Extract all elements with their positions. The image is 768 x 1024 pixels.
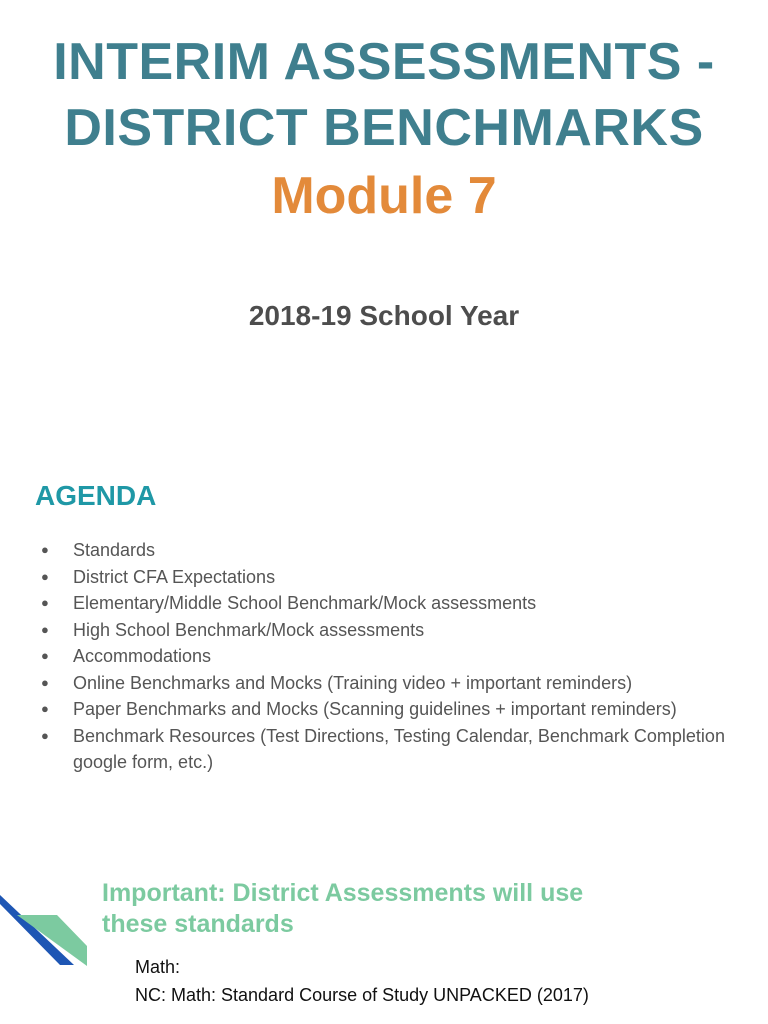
list-item [40, 670, 740, 697]
bullet-icon: ● [41, 701, 49, 716]
list-item-text: District CFA Expectations [73, 566, 276, 587]
list-item [40, 723, 740, 776]
list-item-text: Benchmark Resources (Test Directions, Testing Calendar, Benchmark Completion google form, etc.) [73, 725, 725, 772]
math-standard-text: NC: Math: Standard Course of Study UNPACKED (2017) [135, 985, 589, 1005]
page-title-line-2: DISTRICT BENCHMARKS [64, 99, 704, 157]
important-heading-line-1: Important: District Assessments will use [102, 879, 584, 907]
bullet-icon: ● [41, 595, 49, 610]
bullet-icon: ● [41, 674, 49, 690]
important-heading-line-2: these standards [102, 910, 294, 938]
module-subtitle: Module 7 [271, 167, 497, 225]
page-title-line-1: INTERIM ASSESSMENTS - [53, 33, 715, 91]
list-item [40, 564, 740, 591]
bullet-icon: ● [41, 542, 49, 557]
bullet-icon: ● [41, 621, 49, 637]
list-item [40, 537, 740, 564]
math-label: Math: [135, 957, 181, 977]
list-item-text: Online Benchmarks and Mocks (Training video + important reminders) [73, 672, 633, 693]
list-item-text: High School Benchmark/Mock assessments [73, 619, 425, 640]
list-item [40, 590, 740, 617]
school-year: 2018-19 School Year [248, 300, 520, 331]
bullet-icon: ● [41, 727, 49, 743]
list-item-text: Elementary/Middle School Benchmark/Mock assessments [73, 593, 537, 613]
list-item [40, 643, 740, 670]
agenda-list [40, 537, 740, 776]
bullet-icon: ● [41, 568, 49, 584]
agenda-heading: AGENDA [35, 480, 157, 511]
corner-stripes-graphic [0, 895, 100, 970]
list-item [40, 617, 740, 644]
bullet-icon: ● [41, 648, 49, 663]
list-item-text: Paper Benchmarks and Mocks (Scanning guidelines + important reminders) [73, 699, 677, 719]
list-item-text: Accommodations [73, 646, 212, 666]
list-item-text: Standards [73, 540, 156, 560]
important-heading [102, 878, 722, 940]
list-item [40, 696, 740, 723]
